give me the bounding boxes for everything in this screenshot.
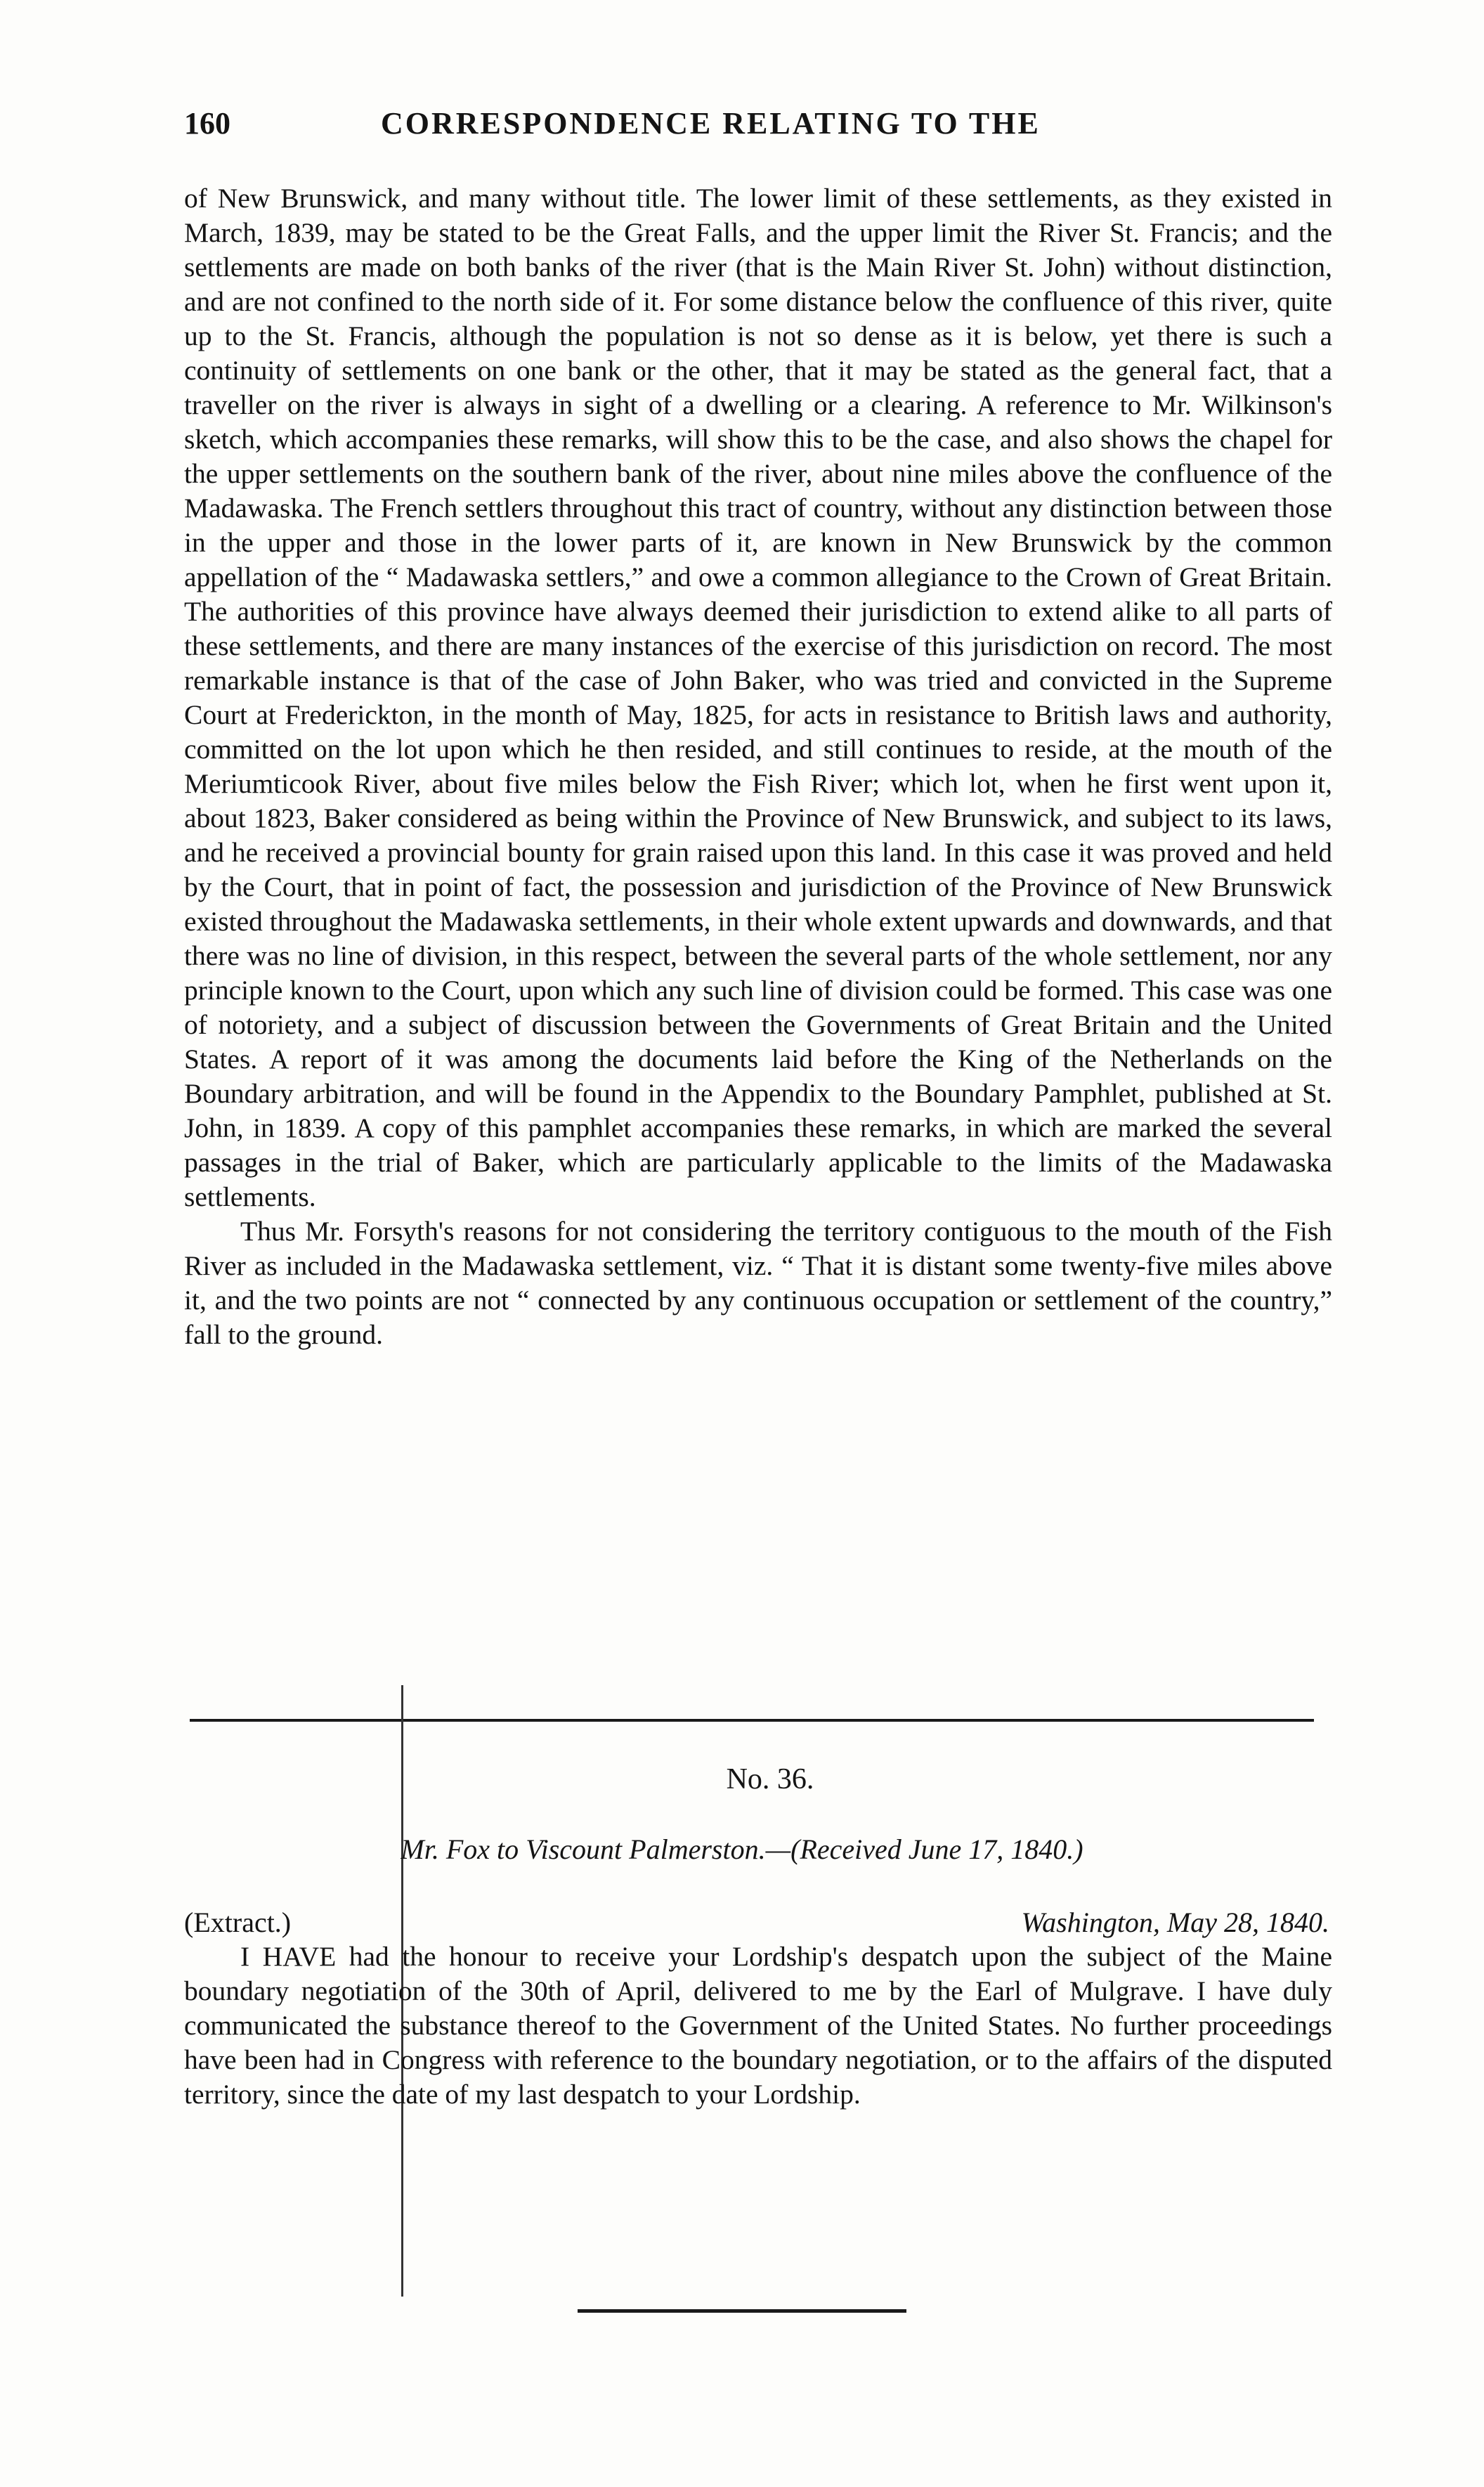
section-divider xyxy=(190,1719,1314,1722)
page-number: 160 xyxy=(184,106,230,141)
extract-label: (Extract.) xyxy=(184,1907,292,1938)
body-text xyxy=(184,181,1332,1352)
body-paragraph: Thus Mr. Forsyth's reasons for not considering the territory contiguous to the mouth of the Fish River as included in the Madawaska settlement, viz. “ That it is distant some twenty-five miles above it, and the two points are not “ connected by any continuous occupation or settlement of the country,” fall to the ground. xyxy=(184,1216,1332,1350)
document-title: Mr. Fox to Viscount Palmerston.—(Received June 17, 1840.) xyxy=(401,1833,1083,1865)
page-header xyxy=(184,105,1308,162)
letter-paragraph: I HAVE had the honour to receive your Lordship's despatch upon the subject of the Maine boundary negotiation of the 30th of April, delivered to me by the Earl of Mulgrave. I have duly communicated the substance thereof to the Government of the United States. No further proceedings have been had in Congress with reference to the boundary negotiation, or to the affairs of the disputed territory, since the date of my last despatch to your Lordship. xyxy=(184,1941,1332,2110)
document-number xyxy=(0,1762,1484,1796)
document-number-text: No. 36. xyxy=(726,1763,814,1796)
closing-rule xyxy=(578,2309,906,2313)
body-paragraph: of New Brunswick, and many without title. The lower limit of these settlements, as they existed in March, 1839, may be stated to be the Great Falls, and the upper limit the River St. Francis; and the settlements are made on both banks of the river (that is the Main River St. John) without distinction, and are not confined to the north side of it. For some distance below the confluence of this river, quite up to the St. Francis, although the population is not so dense as it is below, yet there is such a continuity of settlements on one bank or the other, that it may be stated as the general fact, that a traveller on the river is always in sight of a dwelling or a clearing. A reference to Mr. Wilkinson's sketch, which accompanies these remarks, will show this to be the case, and also shows the chapel for the upper settlements on the southern bank of the river, about nine miles above the confluence of the Madawaska. The French settlers throughout this tract of country, without any distinction between those in the upper and those in the lower parts of it, are known in New Brunswick by the common appellation of the “ Madawaska settlers,” and owe a common allegiance to the Crown of Great Britain. The authorities of this province have always deemed their jurisdiction to extend alike to all parts of these settlements, and there are many instances of the exercise of this jurisdiction on record. The most remarkable instance is that of the case of John Baker, who was tried and convicted in the Supreme Court at Frederickton, in the month of May, 1825, for acts in resistance to British laws and authority, committed on the lot upon which he then resided, and still continues to reside, at the mouth of the Meriumticook River, about five miles below the Fish River; which lot, when he first went upon it, about 1823, Baker considered as being within the Province of New Brunswick, and subject to its laws, and he received a provincial bounty for grain raised upon this land. In this case it was proved and held by the Court, that in point of fact, the possession and jurisdiction of the Province of New Brunswick existed throughout the Madawaska settlements, in their whole extent upwards and downwards, and that there was no line of division, in this respect, between the several parts of the whole settlement, nor any principle known to the Court, upon which any such line of division could be formed. This case was one of notoriety, and a subject of discussion between the Governments of Great Britain and the United States. A report of it was among the documents laid before the King of the Netherlands on the Boundary arbitration, and will be found in the Appendix to the Boundary Pamphlet, published at St. John, in 1839. A copy of this pamphlet accompanies these remarks, in which are marked the several passages in the trial of Baker, which are particularly applicable to the limits of the Madawaska settlements. xyxy=(184,183,1332,1212)
letter-body xyxy=(184,1940,1332,2112)
dateline: Washington, May 28, 1840. xyxy=(1021,1907,1329,1938)
running-head: CORRESPONDENCE RELATING TO THE xyxy=(381,106,1041,141)
